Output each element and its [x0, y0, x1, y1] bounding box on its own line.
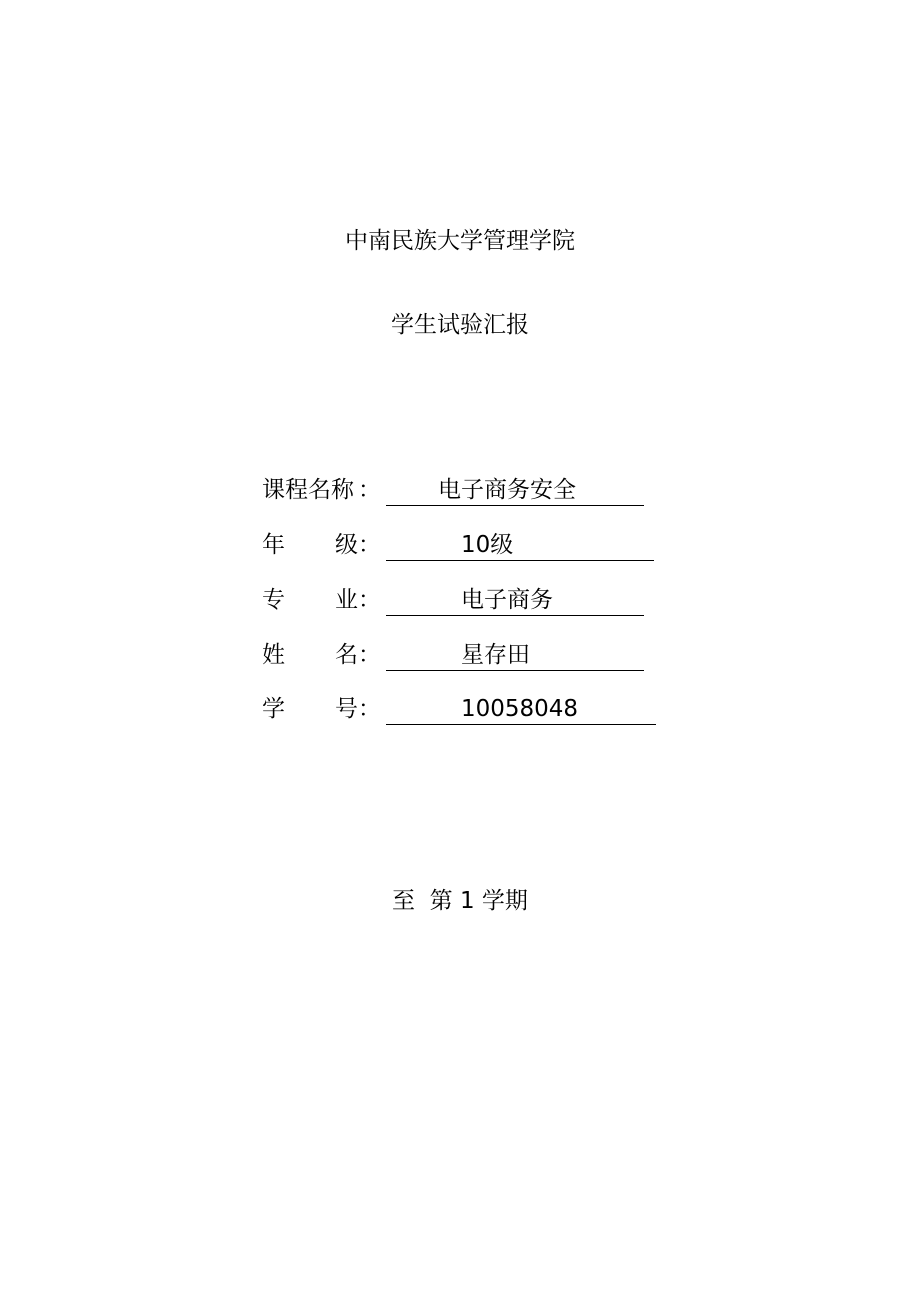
course-colon: ：: [358, 477, 381, 503]
major-value-underline: [386, 583, 644, 616]
name-label: [262, 638, 358, 672]
student-id-label-char-1: 学: [262, 696, 285, 722]
grade-value-underline: [386, 528, 654, 561]
major-label: [262, 583, 358, 617]
semester-line: 至 第 1 学期: [392, 888, 528, 914]
course-label: 课程名称: [262, 477, 354, 503]
name-label-char-2: 名: [335, 642, 358, 668]
name-colon: ：: [358, 642, 381, 668]
grade-label: [262, 528, 358, 562]
student-id-value-underline: [386, 692, 656, 725]
major-label-char-2: 业: [335, 587, 358, 613]
major-label-char-1: 专: [262, 587, 285, 613]
student-id-label-char-2: 号: [335, 696, 358, 722]
name-value: 星存田: [461, 642, 530, 668]
grade-value: 10级: [461, 532, 514, 558]
name-label-char-1: 姓: [262, 642, 285, 668]
major-value: 电子商务: [461, 587, 553, 613]
student-id-label: [262, 692, 358, 726]
course-value-underline: [386, 473, 644, 506]
name-value-underline: [386, 638, 644, 671]
grade-colon: ：: [358, 532, 381, 558]
report-title: 学生试验汇报: [391, 312, 529, 338]
major-colon: ：: [358, 587, 381, 613]
school-title: 中南民族大学管理学院: [345, 228, 575, 254]
course-value: 电子商务安全: [438, 477, 576, 503]
student-id-value: 10058048: [461, 696, 579, 722]
student-id-colon: ：: [358, 696, 381, 722]
grade-label-char-1: 年: [262, 532, 285, 558]
grade-label-char-2: 级: [335, 532, 358, 558]
